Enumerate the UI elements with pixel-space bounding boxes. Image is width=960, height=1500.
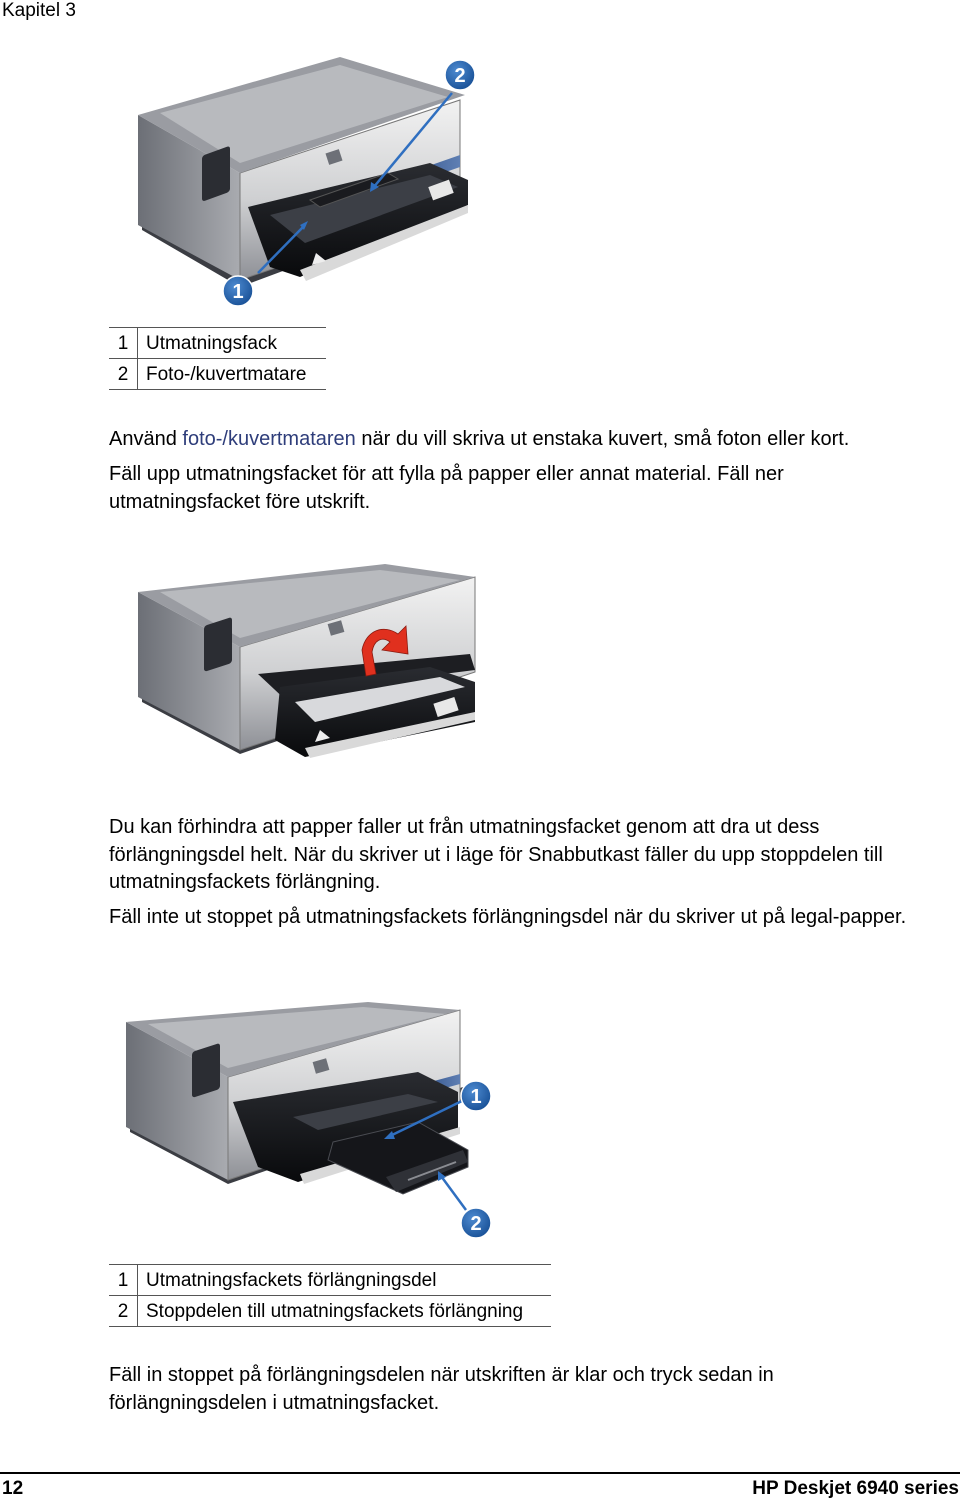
callout-arrow-2 [441,1176,466,1210]
feeder-link[interactable]: foto-/kuvertmataren [182,428,356,450]
table-row [109,328,326,359]
legend-number: 1 [109,1265,138,1296]
callout-1-badge [223,276,253,306]
footer-divider [0,1472,960,1474]
paragraph-text: Använd [109,428,183,450]
paragraph-extension: Du kan förhindra att papper faller ut från utmatningsfacket genom att dra ut dess förlängningsdel helt. När du skriver ut i läge för Snabbutkast fäller du upp stoppdelen till utmatningsfackets förlängning. [109,816,883,893]
chapter-header: Kapitel 3 [2,0,76,21]
page-number: 12 [2,1478,24,1499]
legend-table-2 [109,1264,551,1327]
printer-figure-output-tray [130,55,490,310]
svg-text:2: 2 [454,65,466,87]
svg-text:1: 1 [232,281,244,303]
table-row [109,1265,551,1296]
legend-label: Stoppdelen till utmatningsfackets förlängning [146,1300,524,1322]
legend-number: 2 [109,359,138,390]
legend-number: 1 [109,328,138,359]
legend-label: Foto-/kuvertmatare [146,363,307,385]
printer-figure-lift-tray [130,562,490,762]
paragraph-feeder-usage [109,426,959,454]
table-row [109,1296,551,1327]
svg-text:1: 1 [470,1086,482,1108]
legend-label: Utmatningsfackets förlängningsdel [146,1269,437,1291]
paragraph-legal-warning: Fäll inte ut stoppet på utmatningsfackets förlängningsdel när du skriver ut på legal-papper. [109,906,907,928]
printer-figure-extension [118,1002,498,1247]
legend-table-1 [109,327,326,390]
paragraph-fold-in: Fäll in stoppet på förlängningsdelen när utskriften är klar och tryck sedan in förlängningsdelen i utmatningsfacket. [109,1364,774,1414]
paragraph-text: när du vill skriva ut enstaka kuvert, små foton eller kort. [355,428,850,450]
table-row [109,359,326,390]
callout-2-badge [461,1208,491,1238]
legend-number: 2 [109,1296,138,1327]
svg-text:2: 2 [470,1213,482,1235]
product-title: HP Deskjet 6940 series [752,1478,959,1499]
callout-1-badge [461,1081,491,1111]
callout-2-badge [445,60,475,90]
legend-label: Utmatningsfack [146,332,277,354]
paragraph-tray-up-down: Fäll upp utmatningsfacket för att fylla på papper eller annat material. Fäll ner utmatningsfacket före utskrift. [109,463,784,513]
